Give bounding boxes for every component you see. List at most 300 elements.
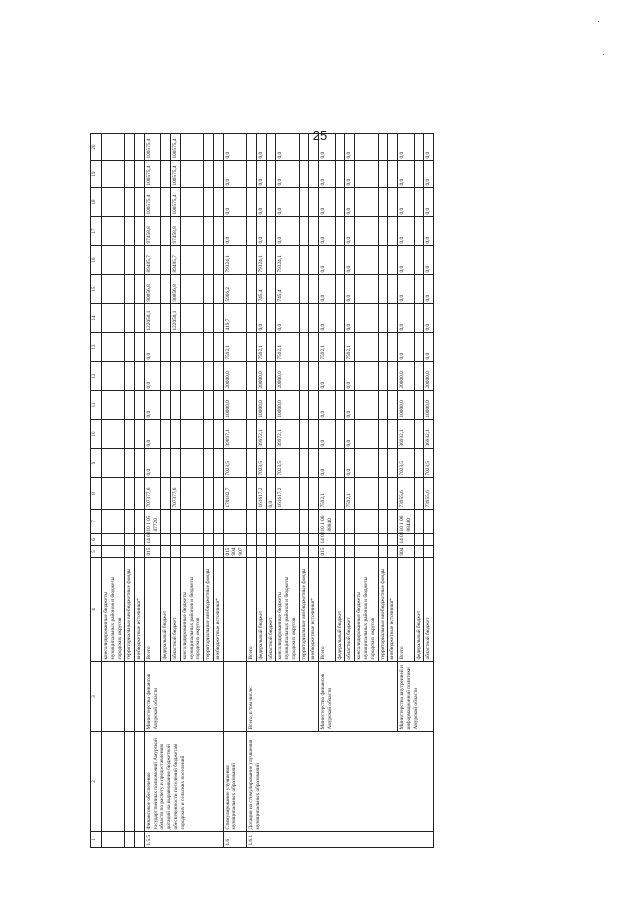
value-cell bbox=[213, 420, 223, 449]
table-cell bbox=[247, 546, 257, 558]
value-cell bbox=[388, 217, 398, 246]
table-cell bbox=[135, 246, 145, 275]
table-cell bbox=[102, 449, 125, 478]
value-cell bbox=[335, 333, 345, 362]
table-cell bbox=[125, 333, 135, 362]
table-row bbox=[223, 134, 246, 848]
table-cell bbox=[414, 510, 424, 534]
table-cell bbox=[161, 510, 171, 534]
value-cell bbox=[309, 188, 319, 217]
table-cell bbox=[276, 534, 299, 546]
table-cell: 015 bbox=[319, 546, 336, 558]
source-label: консолидированные бюджеты муниципальных районов и бюджеты городских округов bbox=[355, 558, 378, 662]
value-cell: 0,0 bbox=[424, 304, 434, 333]
value-cell bbox=[161, 217, 171, 246]
table-cell bbox=[256, 510, 266, 534]
value-cell bbox=[161, 478, 171, 510]
source-label: Всего bbox=[398, 558, 415, 662]
value-cell: 0,0 bbox=[345, 304, 355, 333]
table-cell bbox=[335, 546, 345, 558]
table-cell bbox=[102, 217, 125, 246]
value-cell bbox=[161, 420, 171, 449]
value-cell bbox=[204, 449, 214, 478]
value-cell: 0,0 bbox=[276, 304, 299, 333]
table-cell bbox=[171, 534, 181, 546]
value-cell bbox=[266, 362, 276, 391]
value-cell: 122050,1 bbox=[171, 304, 181, 333]
value-cell bbox=[388, 188, 398, 217]
table-cell bbox=[335, 510, 345, 534]
table-cell bbox=[388, 534, 398, 546]
value-cell: 0,0 bbox=[256, 217, 266, 246]
value-cell: 0,0 bbox=[398, 246, 415, 275]
rotated-table-wrapper bbox=[90, 138, 530, 848]
value-cell bbox=[309, 362, 319, 391]
value-cell bbox=[299, 362, 309, 391]
value-cell: 7023,5 bbox=[424, 449, 434, 478]
value-cell bbox=[299, 134, 309, 161]
table-cell bbox=[388, 546, 398, 558]
value-cell bbox=[171, 449, 181, 478]
value-cell: 10000,0 bbox=[398, 391, 415, 420]
item-name: Финансовое обеспечение государственных полномочий Амурской области по расчету и предоставлению дотаций на выравнивание бюджетной обеспеченности поселений бюджетам городских и сельских поселений bbox=[144, 732, 223, 832]
value-cell: 0,0 bbox=[345, 449, 355, 478]
value-cell bbox=[355, 304, 378, 333]
value-cell: 0,0 bbox=[144, 449, 161, 478]
table-cell bbox=[266, 534, 276, 546]
table-cell bbox=[135, 546, 145, 558]
table-cell bbox=[102, 478, 125, 510]
value-cell bbox=[247, 478, 257, 510]
value-cell bbox=[414, 420, 424, 449]
source-label: территориальные внебюджетные фонды bbox=[299, 558, 309, 662]
value-cell: 707377,6 bbox=[171, 478, 181, 510]
value-cell: 7592,1 bbox=[345, 333, 355, 362]
table-cell bbox=[102, 546, 125, 558]
table-cell bbox=[135, 275, 145, 304]
value-cell: 36932,1 bbox=[398, 420, 415, 449]
value-cell bbox=[180, 217, 203, 246]
value-cell bbox=[204, 304, 214, 333]
table-cell bbox=[125, 217, 135, 246]
column-number: 15 bbox=[91, 275, 102, 304]
value-cell: 0,0 bbox=[424, 246, 434, 275]
table-cell bbox=[102, 420, 125, 449]
source-label: территориальные внебюджетные фонды bbox=[378, 558, 388, 662]
table-cell bbox=[213, 510, 223, 534]
value-cell bbox=[247, 333, 257, 362]
page-number: 25 bbox=[312, 128, 328, 143]
table-cell: 015 904 907 bbox=[223, 546, 246, 558]
value-cell bbox=[266, 217, 276, 246]
value-cell bbox=[335, 391, 345, 420]
table-cell bbox=[125, 362, 135, 391]
value-cell: 0,0 bbox=[256, 134, 266, 161]
value-cell: 0,0 bbox=[319, 161, 336, 188]
table-cell bbox=[125, 534, 135, 546]
table-cell bbox=[102, 275, 125, 304]
value-cell: 100575,4 bbox=[144, 188, 161, 217]
value-cell: 0,0 bbox=[398, 161, 415, 188]
value-cell bbox=[299, 478, 309, 510]
value-cell bbox=[171, 362, 181, 391]
value-cell bbox=[180, 161, 203, 188]
value-cell bbox=[161, 333, 171, 362]
column-number: 8 bbox=[91, 478, 102, 510]
table-cell bbox=[135, 832, 145, 848]
executor bbox=[223, 662, 246, 732]
value-cell: 0,0 bbox=[276, 134, 299, 161]
column-number: 16 bbox=[91, 246, 102, 275]
corner-mark: · bbox=[602, 50, 605, 59]
value-cell: 0,0 bbox=[345, 275, 355, 304]
value-cell bbox=[204, 478, 214, 510]
value-cell bbox=[299, 333, 309, 362]
value-cell: 0,0 bbox=[319, 420, 336, 449]
value-cell bbox=[247, 275, 257, 304]
value-cell bbox=[180, 134, 203, 161]
value-cell bbox=[309, 304, 319, 333]
value-cell bbox=[266, 275, 276, 304]
value-cell bbox=[266, 188, 276, 217]
value-cell bbox=[414, 134, 424, 161]
table-cell bbox=[180, 534, 203, 546]
value-cell: 0,0 bbox=[424, 134, 434, 161]
value-cell: 745,4 bbox=[276, 275, 299, 304]
value-cell bbox=[388, 362, 398, 391]
value-cell bbox=[355, 134, 378, 161]
value-cell bbox=[180, 188, 203, 217]
table-cell bbox=[180, 510, 203, 534]
item-name: Дотация на стимулирование улучшения муниципальных образований bbox=[247, 732, 434, 832]
value-cell bbox=[355, 217, 378, 246]
value-cell bbox=[213, 275, 223, 304]
table-cell bbox=[102, 134, 125, 161]
value-cell: 0,0 bbox=[345, 362, 355, 391]
column-number: 11 bbox=[91, 391, 102, 420]
table-cell: 14 02 bbox=[319, 534, 336, 546]
table-cell bbox=[135, 662, 145, 732]
table-cell bbox=[424, 546, 434, 558]
table-cell bbox=[125, 134, 135, 161]
value-cell bbox=[180, 449, 203, 478]
source-label bbox=[223, 558, 246, 662]
table-cell bbox=[345, 534, 355, 546]
value-cell: 707377,6 bbox=[144, 478, 161, 510]
column-number: 14 bbox=[91, 304, 102, 333]
value-cell: 20000,0 bbox=[398, 362, 415, 391]
value-cell bbox=[247, 246, 257, 275]
value-cell: 0,0 bbox=[424, 217, 434, 246]
table-cell bbox=[247, 534, 257, 546]
value-cell bbox=[180, 304, 203, 333]
source-label: областной бюджет bbox=[266, 558, 276, 662]
value-cell bbox=[180, 391, 203, 420]
table-cell bbox=[424, 510, 434, 534]
value-cell: 20000,0 bbox=[424, 362, 434, 391]
value-cell: 7592,1 bbox=[276, 333, 299, 362]
value-cell bbox=[266, 333, 276, 362]
value-cell bbox=[204, 391, 214, 420]
value-cell: 0,0 bbox=[319, 304, 336, 333]
value-cell bbox=[204, 362, 214, 391]
value-cell: 100575,4 bbox=[171, 161, 181, 188]
value-cell bbox=[161, 362, 171, 391]
value-cell bbox=[388, 161, 398, 188]
table-cell bbox=[135, 304, 145, 333]
column-number: 17 bbox=[91, 217, 102, 246]
value-cell bbox=[247, 391, 257, 420]
value-cell bbox=[355, 478, 378, 510]
value-cell bbox=[414, 304, 424, 333]
value-cell bbox=[388, 391, 398, 420]
value-cell bbox=[414, 217, 424, 246]
executor: Министерство финансов Амурской области bbox=[144, 662, 223, 732]
value-cell: 161617,2 bbox=[256, 478, 266, 510]
value-cell: 0,0 bbox=[319, 188, 336, 217]
table-cell bbox=[125, 161, 135, 188]
table-cell bbox=[213, 534, 223, 546]
value-cell: 0,0 bbox=[276, 217, 299, 246]
value-cell bbox=[309, 246, 319, 275]
table-cell bbox=[266, 510, 276, 534]
table-cell bbox=[135, 217, 145, 246]
value-cell: 0,0 bbox=[319, 275, 336, 304]
value-cell bbox=[213, 449, 223, 478]
value-cell: 100575,4 bbox=[171, 134, 181, 161]
value-cell bbox=[355, 362, 378, 391]
value-cell bbox=[309, 333, 319, 362]
value-cell: 73955,6 bbox=[398, 478, 415, 510]
value-cell: 0,0 bbox=[345, 188, 355, 217]
value-cell bbox=[204, 188, 214, 217]
value-cell: 0,0 bbox=[345, 391, 355, 420]
value-cell bbox=[414, 188, 424, 217]
value-cell bbox=[299, 449, 309, 478]
value-cell: 90856,8 bbox=[144, 275, 161, 304]
value-cell bbox=[299, 420, 309, 449]
column-number: 9 bbox=[91, 449, 102, 478]
value-cell: 0,0 bbox=[424, 188, 434, 217]
table-cell bbox=[204, 534, 214, 546]
value-cell: 0,0 bbox=[266, 478, 276, 510]
value-cell bbox=[204, 333, 214, 362]
table-cell bbox=[213, 546, 223, 558]
value-cell: 0,0 bbox=[398, 304, 415, 333]
column-number: 5 bbox=[91, 546, 102, 558]
table-cell bbox=[102, 732, 125, 832]
value-cell bbox=[388, 333, 398, 362]
table-cell bbox=[414, 546, 424, 558]
source-label: территориальные внебюджетные фонды bbox=[204, 558, 214, 662]
table-cell bbox=[414, 534, 424, 546]
value-cell bbox=[247, 217, 257, 246]
value-cell: 10000,0 bbox=[256, 391, 266, 420]
value-cell bbox=[378, 362, 388, 391]
source-label: консолидированные бюджеты муниципальных районов и бюджеты городских округов bbox=[102, 558, 125, 662]
source-label: областной бюджет bbox=[171, 558, 181, 662]
value-cell bbox=[204, 420, 214, 449]
table-cell bbox=[102, 391, 125, 420]
table-cell bbox=[125, 246, 135, 275]
value-cell: 0,0 bbox=[398, 217, 415, 246]
source-label: территориальные внебюджетные фонды bbox=[125, 558, 135, 662]
table-cell bbox=[102, 246, 125, 275]
value-cell: 0,0 bbox=[223, 217, 246, 246]
table-cell: 10 1 05 87720 bbox=[144, 510, 161, 534]
value-cell bbox=[335, 134, 345, 161]
value-cell bbox=[378, 449, 388, 478]
value-cell bbox=[299, 275, 309, 304]
value-cell: 39972,1 bbox=[276, 420, 299, 449]
value-cell: 0,0 bbox=[345, 217, 355, 246]
value-cell bbox=[378, 246, 388, 275]
value-cell: 0,0 bbox=[256, 188, 266, 217]
table-cell bbox=[223, 510, 246, 534]
value-cell bbox=[180, 362, 203, 391]
table-row bbox=[247, 134, 257, 848]
value-cell bbox=[266, 134, 276, 161]
value-cell: 7592,1 bbox=[319, 478, 336, 510]
corner-mark: · bbox=[597, 17, 600, 26]
table-cell bbox=[125, 510, 135, 534]
source-label: Всего bbox=[144, 558, 161, 662]
value-cell: 89485,7 bbox=[144, 246, 161, 275]
source-label: областной бюджет bbox=[424, 558, 434, 662]
value-cell bbox=[414, 391, 424, 420]
value-cell: 97458,8 bbox=[144, 217, 161, 246]
table-cell bbox=[345, 510, 355, 534]
value-cell: 7592,1 bbox=[223, 333, 246, 362]
value-cell bbox=[335, 246, 345, 275]
value-cell bbox=[247, 304, 257, 333]
value-cell bbox=[213, 161, 223, 188]
value-cell: 7023,5 bbox=[256, 449, 266, 478]
table-cell bbox=[299, 546, 309, 558]
value-cell bbox=[414, 478, 424, 510]
value-cell: 0,0 bbox=[276, 188, 299, 217]
value-cell: 7592,1 bbox=[345, 478, 355, 510]
value-cell: 5966,2 bbox=[223, 275, 246, 304]
value-cell bbox=[171, 420, 181, 449]
value-cell: 10000,0 bbox=[223, 391, 246, 420]
column-number: 19 bbox=[91, 161, 102, 188]
value-cell bbox=[247, 161, 257, 188]
table-cell bbox=[266, 546, 276, 558]
table-cell bbox=[161, 546, 171, 558]
table-cell bbox=[355, 546, 378, 558]
value-cell bbox=[161, 449, 171, 478]
table-cell bbox=[276, 546, 299, 558]
value-cell bbox=[213, 391, 223, 420]
carryover-row bbox=[102, 134, 125, 848]
value-cell: 0,0 bbox=[345, 246, 355, 275]
table-cell: 904 bbox=[398, 546, 415, 558]
table-cell bbox=[247, 510, 257, 534]
value-cell: 79324,1 bbox=[276, 246, 299, 275]
value-cell bbox=[299, 217, 309, 246]
value-cell bbox=[335, 188, 345, 217]
table-cell bbox=[276, 510, 299, 534]
value-cell: 7592,1 bbox=[256, 333, 266, 362]
value-cell: 100575,4 bbox=[144, 134, 161, 161]
table-cell bbox=[135, 534, 145, 546]
table-cell bbox=[223, 534, 246, 546]
table-cell: 14 03 bbox=[144, 534, 161, 546]
table-cell bbox=[171, 510, 181, 534]
table-cell bbox=[125, 546, 135, 558]
value-cell bbox=[388, 449, 398, 478]
value-cell bbox=[309, 420, 319, 449]
value-cell bbox=[180, 246, 203, 275]
table-cell bbox=[309, 510, 319, 534]
value-cell bbox=[309, 275, 319, 304]
table-area bbox=[90, 138, 530, 848]
table-cell bbox=[125, 304, 135, 333]
column-number: 18 bbox=[91, 188, 102, 217]
value-cell bbox=[335, 449, 345, 478]
table-cell bbox=[102, 510, 125, 534]
table-cell bbox=[102, 161, 125, 188]
value-cell bbox=[161, 246, 171, 275]
value-cell: 79324,1 bbox=[256, 246, 266, 275]
value-cell bbox=[161, 304, 171, 333]
item-number: 1.6.1 bbox=[247, 832, 434, 848]
value-cell bbox=[299, 188, 309, 217]
value-cell bbox=[213, 246, 223, 275]
value-cell: 0,0 bbox=[144, 333, 161, 362]
table-cell bbox=[135, 449, 145, 478]
value-cell: 97458,8 bbox=[171, 217, 181, 246]
value-cell bbox=[180, 275, 203, 304]
value-cell bbox=[299, 161, 309, 188]
source-label: внебюджетные источники* bbox=[213, 558, 223, 662]
source-label: федеральный бюджет bbox=[161, 558, 171, 662]
value-cell bbox=[247, 420, 257, 449]
table-cell bbox=[135, 362, 145, 391]
table-cell bbox=[299, 534, 309, 546]
value-cell bbox=[213, 217, 223, 246]
value-cell bbox=[171, 333, 181, 362]
value-cell: 0,0 bbox=[144, 391, 161, 420]
value-cell bbox=[299, 304, 309, 333]
value-cell: 20000,0 bbox=[276, 362, 299, 391]
budget-table bbox=[90, 133, 434, 848]
table-cell bbox=[355, 534, 378, 546]
value-cell bbox=[378, 275, 388, 304]
value-cell bbox=[414, 333, 424, 362]
table-cell bbox=[204, 546, 214, 558]
table-cell bbox=[102, 304, 125, 333]
value-cell bbox=[335, 478, 345, 510]
table-cell bbox=[161, 534, 171, 546]
value-cell: 100575,4 bbox=[171, 188, 181, 217]
value-cell bbox=[388, 134, 398, 161]
value-cell: 7023,5 bbox=[276, 449, 299, 478]
value-cell: 73955,6 bbox=[424, 478, 434, 510]
value-cell bbox=[355, 333, 378, 362]
value-cell bbox=[171, 391, 181, 420]
value-cell: 161617,2 bbox=[276, 478, 299, 510]
value-cell bbox=[388, 478, 398, 510]
value-cell bbox=[204, 217, 214, 246]
table-cell bbox=[135, 161, 145, 188]
value-cell bbox=[266, 420, 276, 449]
value-cell bbox=[355, 188, 378, 217]
value-cell: 7592,1 bbox=[319, 333, 336, 362]
value-cell: 89485,7 bbox=[171, 246, 181, 275]
value-cell bbox=[378, 420, 388, 449]
